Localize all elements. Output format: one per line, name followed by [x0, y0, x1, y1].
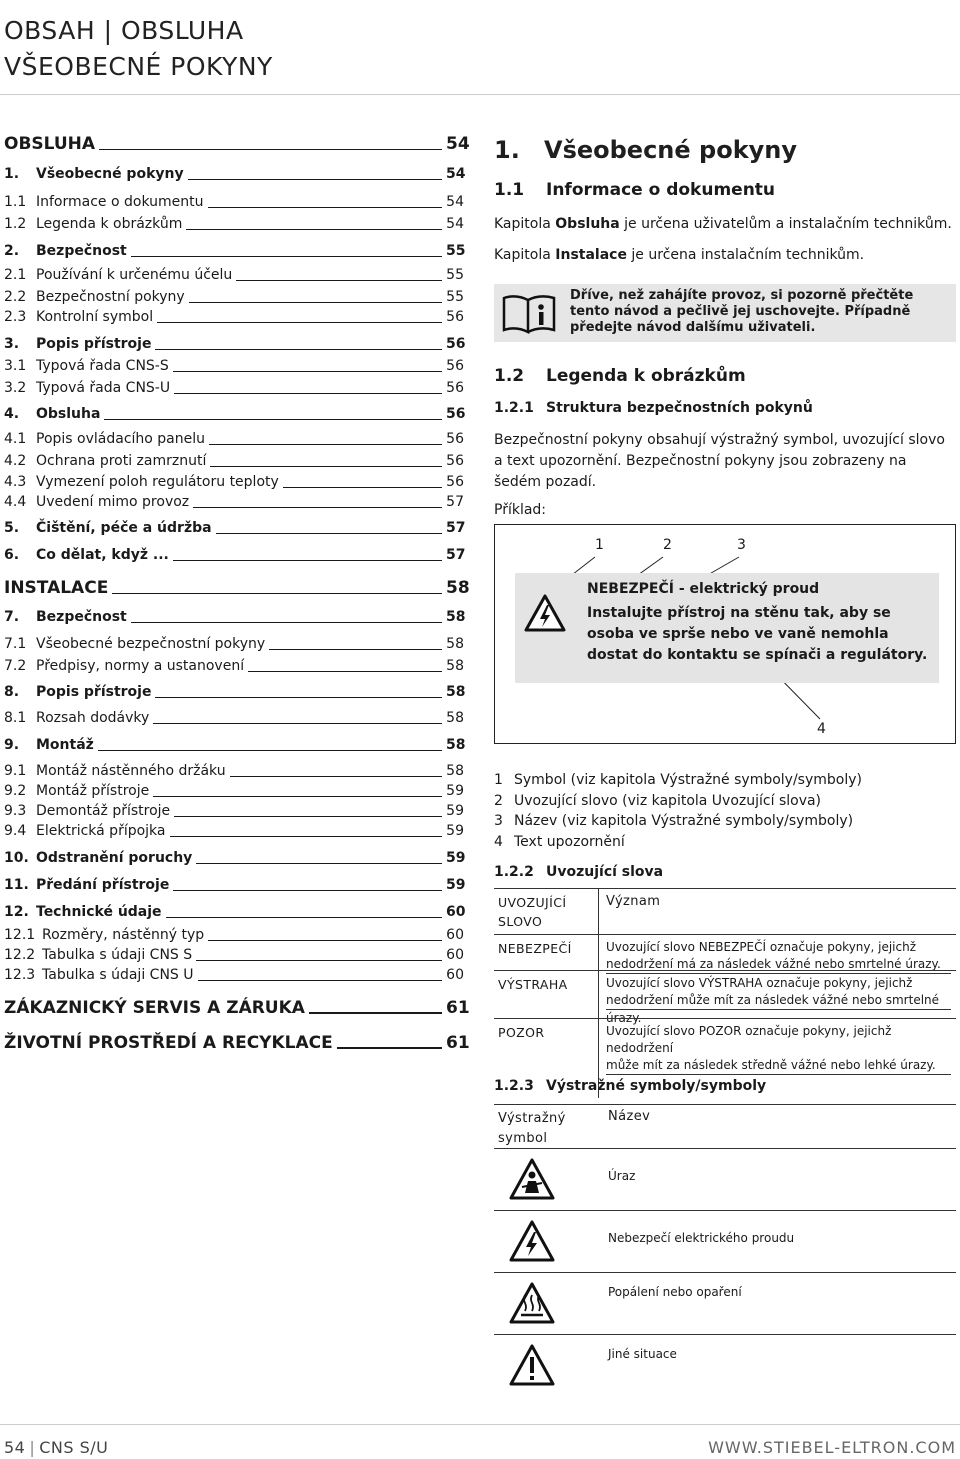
symbol-name: Úraz	[608, 1169, 636, 1183]
toc-page: 58	[446, 578, 470, 598]
toc-entry[interactable]	[4, 658, 464, 674]
toc-entry[interactable]	[4, 547, 464, 563]
toc-label: Předpisy, normy a ustanovení	[36, 658, 245, 674]
legend-number: 1	[494, 772, 503, 788]
table-header-row	[494, 888, 956, 934]
legend-number: 4	[494, 834, 503, 850]
page-footer	[0, 1424, 960, 1459]
page-header	[0, 0, 960, 95]
toc-label: Popis ovládacího panelu	[36, 431, 206, 447]
toc-leader-line	[236, 280, 442, 281]
toc-leader-line	[153, 723, 442, 724]
toc-entry[interactable]	[4, 216, 464, 232]
toc-number: 8.1	[4, 710, 27, 726]
toc-leader-line	[230, 776, 442, 777]
toc-page: 56	[446, 406, 466, 422]
toc-page: 58	[446, 684, 466, 700]
legend-text: Název (viz kapitola Výstražné symboly/symboly)	[514, 813, 854, 829]
symbol-row	[494, 1334, 956, 1400]
toc-leader-line	[269, 649, 442, 650]
toc-number: 4.3	[4, 474, 27, 490]
toc-number: 12.2	[4, 947, 36, 963]
toc-number: 4.	[4, 406, 20, 422]
legend-item	[494, 770, 862, 790]
toc-page: 54	[446, 194, 464, 210]
toc-label: Montáž	[36, 737, 94, 753]
toc-leader-line	[248, 671, 442, 672]
toc-entry[interactable]	[4, 710, 464, 726]
toc-label: Bezpečnost	[36, 243, 127, 259]
toc-number: 1.1	[4, 194, 27, 210]
toc-page: 59	[446, 803, 464, 819]
toc-entry[interactable]	[4, 166, 464, 182]
signal-word-meaning	[606, 1023, 951, 1075]
toc-page: 57	[446, 494, 464, 510]
toc-leader-line	[210, 466, 442, 467]
section-1-2-2-heading	[494, 864, 663, 880]
toc-label: Co dělat, když ...	[36, 547, 169, 563]
toc-entry[interactable]	[4, 406, 464, 422]
legend-item	[494, 791, 821, 811]
toc-page: 60	[446, 927, 464, 943]
read-manual-icon	[500, 290, 558, 336]
toc-label: Bezpečnost	[36, 609, 127, 625]
toc-page: 60	[446, 947, 464, 963]
toc-number: 9.3	[4, 803, 27, 819]
toc-number: 12.	[4, 904, 29, 920]
toc-leader-line	[173, 890, 442, 891]
product-name: CNS S/U	[39, 1438, 109, 1457]
toc-entry[interactable]	[4, 494, 464, 510]
toc-leader-line	[208, 940, 442, 941]
toc-number: 4.4	[4, 494, 27, 510]
toc-number: 9.	[4, 737, 20, 753]
legend-item	[494, 832, 625, 852]
toc-label: Popis přístroje	[36, 684, 152, 700]
toc-number: ZÁKAZNICKÝ SERVIS A ZÁRUKA	[4, 998, 305, 1018]
toc-page: 59	[446, 823, 464, 839]
paragraph-instalace	[494, 245, 956, 266]
toc-page: 55	[446, 243, 466, 259]
meaning-line: úrazy.	[606, 1011, 642, 1025]
toc-entry[interactable]	[4, 850, 464, 866]
toc-page: 56	[446, 309, 464, 325]
meaning-line: nedodržení má za následek vážné nebo smrtelné úrazy.	[606, 956, 951, 974]
bold-text: Instalace	[555, 247, 627, 263]
toc-entry[interactable]	[4, 877, 464, 893]
read-manual-note	[494, 284, 956, 342]
toc-page: 61	[446, 998, 470, 1018]
section-1-2-heading	[494, 366, 746, 386]
toc-page: 59	[446, 877, 466, 893]
toc-entry[interactable]	[4, 763, 464, 779]
toc-label: Typová řada CNS-U	[36, 380, 171, 396]
signal-word: POZOR	[498, 1025, 545, 1040]
toc-entry[interactable]	[4, 243, 464, 259]
toc-label: Všeobecné pokyny	[36, 166, 184, 182]
toc-page: 58	[446, 710, 464, 726]
toc-number: 11.	[4, 877, 29, 893]
toc-label: Bezpečnostní pokyny	[36, 289, 185, 305]
paragraph-safety-structure: Bezpečnostní pokyny obsahují výstražný symbol, uvozující slovo a text upozornění. Bezpečnostní pokyny jsou zobrazeny na šedém pozadí.	[494, 432, 945, 490]
section-number: 1.2.1	[494, 400, 534, 416]
toc-page: 56	[446, 453, 464, 469]
toc-entry[interactable]	[4, 431, 464, 447]
toc-page: 57	[446, 520, 466, 536]
section-1-2-1-heading	[494, 400, 813, 416]
toc-entry[interactable]	[4, 904, 464, 920]
toc-number: 5.	[4, 520, 20, 536]
toc-entry[interactable]	[4, 783, 464, 799]
header-meaning: Význam	[606, 894, 661, 909]
toc-label: Čištění, péče a údržba	[36, 520, 212, 536]
callout-1: 1	[595, 537, 604, 553]
symbol-row	[494, 1210, 956, 1272]
header-line-2: VŠEOBECNÉ POKYNY	[4, 52, 273, 81]
symbol-row	[494, 1272, 956, 1334]
meaning-line: může mít za následek středně vážné nebo lehké úrazy.	[606, 1057, 951, 1075]
danger-panel	[515, 573, 939, 683]
symbol-name: Jiné situace	[608, 1347, 677, 1361]
footer-divider	[0, 1424, 960, 1425]
toc-number: 1.2	[4, 216, 27, 232]
text: Kapitola	[494, 216, 556, 232]
note-text: Dříve, než zahájíte provoz, si pozorně přečtěte tento návod a pečlivě jej uschovejte. Případně předejte návod dalšímu uživateli.	[570, 288, 914, 335]
toc-leader-line	[173, 560, 442, 561]
injury-icon	[508, 1157, 556, 1201]
electric-shock-icon	[508, 1219, 556, 1263]
callout-2: 2	[663, 537, 672, 553]
text: je určena uživatelům a instalačním technikům.	[619, 216, 952, 232]
header-signal-word: UVOZUJÍCÍ SLOVO	[498, 895, 567, 929]
toc-label: Předání přístroje	[36, 877, 170, 893]
toc-number: 2.	[4, 243, 20, 259]
hot-surface-icon	[508, 1281, 556, 1325]
toc-page: 57	[446, 547, 466, 563]
toc-page: 55	[446, 267, 464, 283]
table-row	[494, 970, 956, 1025]
toc-leader-line	[112, 593, 442, 594]
toc-label: Rozměry, nástěnný typ	[42, 927, 205, 943]
table-header-row	[494, 1104, 956, 1148]
toc-page: 56	[446, 358, 464, 374]
toc-entry[interactable]	[4, 609, 464, 625]
toc-page: 58	[446, 763, 464, 779]
danger-body: Instalujte přístroj na stěnu tak, aby se osoba ve sprše nebo ve vaně nemohla dostat do kontaktu se spínači a regulátory.	[587, 605, 928, 663]
meaning-line: Uvozující slovo VÝSTRAHA označuje pokyny, jejichž	[606, 976, 913, 990]
signal-word: VÝSTRAHA	[498, 977, 568, 992]
example-label: Příklad:	[494, 502, 547, 518]
legend-text: Symbol (viz kapitola Výstražné symboly/symboly)	[514, 772, 862, 788]
section-title: Legenda k obrázkům	[546, 366, 746, 386]
section-title: Výstražné symboly/symboly	[546, 1078, 767, 1094]
toc-entry[interactable]	[4, 267, 464, 283]
toc-page: 58	[446, 609, 466, 625]
toc-label: Odstranění poruchy	[36, 850, 193, 866]
section-number: 1.2.2	[494, 864, 534, 880]
toc-leader-line	[193, 507, 442, 508]
meaning-line: Uvozující slovo NEBEZPEČÍ označuje pokyny, jejichž	[606, 940, 917, 954]
toc-page: 60	[446, 904, 466, 920]
toc-label: Uvedení mimo provoz	[36, 494, 190, 510]
toc-page: 58	[446, 658, 464, 674]
symbol-name: Nebezpečí elektrického proudu	[608, 1231, 795, 1245]
toc-number: 9.2	[4, 783, 27, 799]
toc-leader-line	[216, 533, 442, 534]
section-number: 1.2.3	[494, 1078, 534, 1094]
section-number: 1.1	[494, 180, 525, 200]
toc-page: 60	[446, 967, 464, 983]
toc-label: Ochrana proti zamrznutí	[36, 453, 207, 469]
example-figure	[494, 524, 956, 744]
toc-entry[interactable]	[4, 636, 464, 652]
toc-page: 56	[446, 431, 464, 447]
toc-leader-line	[155, 697, 442, 698]
toc-leader-line	[170, 836, 443, 837]
symbol-row	[494, 1148, 956, 1210]
paragraph-obsluha	[494, 214, 956, 235]
toc-page: 59	[446, 783, 464, 799]
toc-entry[interactable]	[4, 684, 464, 700]
callout-3: 3	[737, 537, 746, 553]
toc-leader-line	[189, 302, 442, 303]
toc-entry[interactable]	[4, 289, 464, 305]
toc-leader-line	[153, 796, 442, 797]
page-number: 54	[4, 1438, 26, 1457]
toc-number: 2.2	[4, 289, 27, 305]
toc-label: Elektrická přípojka	[36, 823, 166, 839]
toc-entry[interactable]	[4, 998, 470, 1018]
general-warning-icon	[508, 1343, 556, 1387]
toc-leader-line	[155, 349, 442, 350]
toc-entry[interactable]	[4, 474, 464, 490]
toc-leader-line	[337, 1047, 442, 1049]
toc-entry[interactable]	[4, 1033, 470, 1053]
section-1-2-3-heading	[494, 1078, 766, 1094]
toc-leader-line	[309, 1012, 442, 1014]
toc-label: Používání k určenému účelu	[36, 267, 233, 283]
header-divider	[0, 94, 960, 95]
section-title: Uvozující slova	[546, 864, 664, 880]
header-symbol: Výstražný symbol	[498, 1111, 566, 1146]
toc-label: Montáž přístroje	[36, 783, 150, 799]
legend-text: Uvozující slovo (viz kapitola Uvozující slova)	[514, 793, 822, 809]
toc-number: INSTALACE	[4, 578, 109, 598]
toc-page: 54	[446, 134, 470, 154]
toc-number: ŽIVOTNÍ PROSTŘEDÍ A RECYKLACE	[4, 1033, 333, 1053]
toc-leader-line	[104, 419, 442, 420]
toc-page: 58	[446, 636, 464, 652]
table-row	[494, 934, 956, 970]
toc-entry[interactable]	[4, 336, 464, 352]
toc-number: 3.2	[4, 380, 27, 396]
legend-number: 3	[494, 813, 503, 829]
toc-page: 55	[446, 289, 464, 305]
toc-number: 4.1	[4, 431, 27, 447]
toc-entry[interactable]	[4, 134, 470, 154]
toc-leader-line	[283, 487, 442, 488]
section-title: Informace o dokumentu	[546, 180, 776, 200]
toc-page: 54	[446, 166, 466, 182]
toc-number: 7.	[4, 609, 20, 625]
toc-label: Všeobecné bezpečnostní pokyny	[36, 636, 266, 652]
section-number: 1.	[494, 136, 520, 164]
toc-number: 9.1	[4, 763, 27, 779]
toc-entry[interactable]	[4, 520, 464, 536]
toc-entry[interactable]	[4, 947, 464, 963]
toc-leader-line	[209, 444, 442, 445]
toc-number: 4.2	[4, 453, 27, 469]
footer-left	[4, 1438, 108, 1457]
toc-page: 56	[446, 336, 466, 352]
toc-leader-line	[196, 863, 442, 864]
toc-number: 3.	[4, 336, 20, 352]
toc-leader-line	[98, 750, 442, 751]
toc-number: 12.3	[4, 967, 36, 983]
section-1-1-heading	[494, 180, 775, 200]
toc-page: 56	[446, 380, 464, 396]
toc-entry[interactable]	[4, 823, 464, 839]
toc-label: Popis přístroje	[36, 336, 152, 352]
toc-entry[interactable]	[4, 453, 464, 469]
toc-label: Rozsah dodávky	[36, 710, 150, 726]
toc-page: 54	[446, 216, 464, 232]
danger-title: NEBEZPEČÍ - elektrický proud	[587, 581, 820, 597]
toc-label: Technické údaje	[36, 904, 162, 920]
toc-number: 2.1	[4, 267, 27, 283]
text: Kapitola	[494, 247, 556, 263]
toc-leader-line	[198, 980, 443, 981]
header-name: Název	[608, 1109, 651, 1124]
signal-word-meaning	[606, 939, 951, 974]
toc-leader-line	[99, 149, 442, 150]
toc-number: 7.1	[4, 636, 27, 652]
toc-entry[interactable]	[4, 967, 464, 983]
toc-page: 58	[446, 737, 466, 753]
toc-leader-line	[173, 371, 442, 372]
toc-number: 6.	[4, 547, 20, 563]
separator: |	[29, 1438, 36, 1457]
text: je určena instalačním technikům.	[626, 247, 865, 263]
meaning-line: Uvozující slovo POZOR označuje pokyny, jejichž nedodržení	[606, 1024, 892, 1055]
toc-leader-line	[208, 207, 443, 208]
toc-entry[interactable]	[4, 194, 464, 210]
toc-label: Kontrolní symbol	[36, 309, 154, 325]
toc-entry[interactable]	[4, 309, 464, 325]
legend-number: 2	[494, 793, 503, 809]
legend-text: Text upozornění	[514, 834, 625, 850]
toc-entry[interactable]	[4, 803, 464, 819]
symbol-name: Popálení nebo opaření	[608, 1285, 742, 1299]
toc-label: Obsluha	[36, 406, 101, 422]
toc-label: Tabulka s údaji CNS U	[42, 967, 194, 983]
bold-text: Obsluha	[555, 216, 620, 232]
toc-leader-line	[188, 179, 442, 180]
toc-page: 59	[446, 850, 466, 866]
column-divider	[598, 888, 599, 1098]
toc-leader-line	[174, 816, 442, 817]
meaning-line: nedodržení může mít za následek vážné nebo smrtelné	[606, 992, 951, 1010]
website-link[interactable]: WWW.STIEBEL-ELTRON.COM	[708, 1438, 956, 1457]
toc-leader-line	[131, 256, 442, 257]
toc-leader-line	[131, 622, 442, 623]
section-title: Všeobecné pokyny	[544, 136, 798, 164]
toc-label: Tabulka s údaji CNS S	[42, 947, 193, 963]
toc-entry[interactable]	[4, 737, 464, 753]
toc-number: 7.2	[4, 658, 27, 674]
toc-leader-line	[157, 322, 442, 323]
toc-entry[interactable]	[4, 927, 464, 943]
toc-label: Informace o dokumentu	[36, 194, 204, 210]
signal-word: NEBEZPEČÍ	[498, 941, 572, 956]
toc-label: Legenda k obrázkům	[36, 216, 183, 232]
toc-number: 8.	[4, 684, 20, 700]
toc-label: Montáž nástěnného držáku	[36, 763, 226, 779]
toc-page: 56	[446, 474, 464, 490]
toc-leader-line	[196, 960, 442, 961]
toc-label: Typová řada CNS-S	[36, 358, 169, 374]
toc-number: 1.	[4, 166, 20, 182]
toc-number: OBSLUHA	[4, 134, 96, 154]
toc-leader-line	[186, 229, 442, 230]
toc-number: 2.3	[4, 309, 27, 325]
toc-label: Vymezení poloh regulátoru teploty	[36, 474, 279, 490]
section-number: 1.2	[494, 366, 525, 386]
toc-label: Demontáž přístroje	[36, 803, 171, 819]
toc-number: 12.1	[4, 927, 36, 943]
legend-item	[494, 811, 853, 831]
section-title: Struktura bezpečnostních pokynů	[546, 400, 813, 416]
toc-number: 9.4	[4, 823, 27, 839]
header-line-1: OBSAH | OBSLUHA	[4, 16, 244, 45]
toc-leader-line	[166, 917, 442, 918]
toc-entry[interactable]	[4, 380, 464, 396]
toc-entry[interactable]	[4, 578, 470, 598]
electric-shock-icon	[523, 593, 567, 633]
toc-number: 10.	[4, 850, 29, 866]
section-1-heading	[494, 136, 797, 164]
toc-entry[interactable]	[4, 358, 464, 374]
toc-leader-line	[174, 393, 442, 394]
toc-number: 3.1	[4, 358, 27, 374]
toc-page: 61	[446, 1033, 470, 1053]
callout-4: 4	[817, 721, 826, 737]
